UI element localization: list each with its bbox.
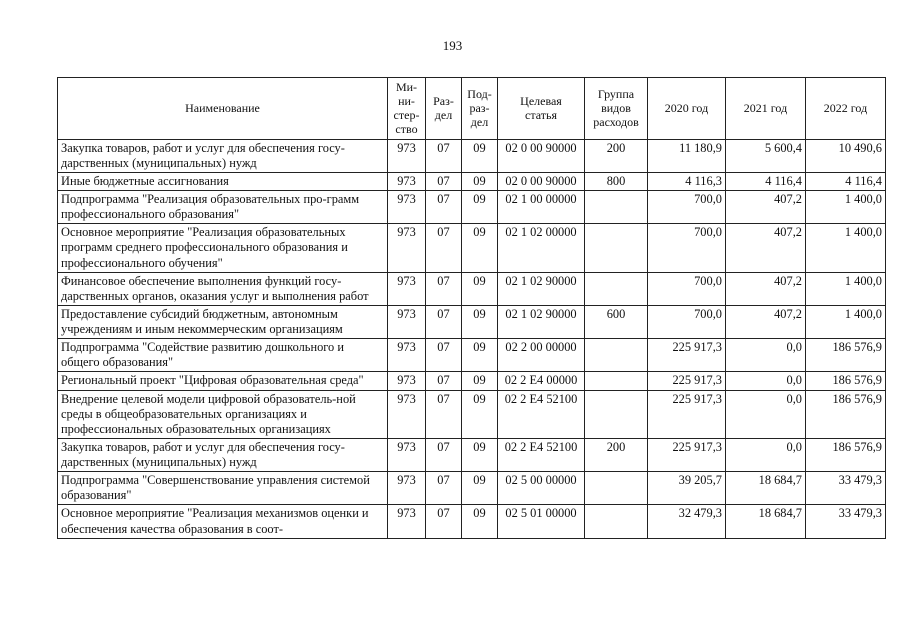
cell-name: Основное мероприятие "Реализация образовательных программ среднего профессионального образования и профессионального обучения" (58, 224, 388, 272)
cell-expense-group (585, 224, 648, 272)
table-body (58, 139, 886, 538)
cell-2022: 1 400,0 (806, 224, 886, 272)
col-gruppa-header: Группа видов расходов (585, 78, 648, 140)
cell-target-article: 02 1 02 00000 (498, 224, 585, 272)
cell-name: Подпрограмма "Содействие развитию дошкольного и общего образования" (58, 339, 388, 372)
cell-expense-group: 800 (585, 172, 648, 190)
cell-expense-group (585, 472, 648, 505)
cell-2020: 32 479,3 (648, 505, 726, 538)
cell-2021: 407,2 (726, 191, 806, 224)
cell-2021: 18 684,7 (726, 472, 806, 505)
cell-2021: 407,2 (726, 305, 806, 338)
cell-2022: 186 576,9 (806, 372, 886, 390)
cell-razdel: 07 (426, 139, 462, 172)
cell-podrazdel: 09 (462, 224, 498, 272)
cell-ministry: 973 (388, 339, 426, 372)
cell-name: Предоставление субсидий бюджетным, автономным учреждениям и иным некоммерческим организациям (58, 305, 388, 338)
cell-expense-group (585, 505, 648, 538)
cell-target-article: 02 2 E4 52100 (498, 390, 585, 438)
table-row (58, 372, 886, 390)
cell-2021: 0,0 (726, 390, 806, 438)
cell-target-article: 02 0 00 90000 (498, 139, 585, 172)
cell-2020: 11 180,9 (648, 139, 726, 172)
cell-razdel: 07 (426, 372, 462, 390)
cell-2020: 700,0 (648, 191, 726, 224)
cell-2022: 1 400,0 (806, 272, 886, 305)
cell-name: Основное мероприятие "Реализация механизмов оценки и обеспечения качества образования в соот- (58, 505, 388, 538)
cell-ministry: 973 (388, 172, 426, 190)
cell-expense-group: 200 (585, 139, 648, 172)
cell-podrazdel: 09 (462, 505, 498, 538)
cell-name: Иные бюджетные ассигнования (58, 172, 388, 190)
cell-name: Финансовое обеспечение выполнения функций госу-дарственных органов, оказания услуг и выполнения работ (58, 272, 388, 305)
table-row (58, 339, 886, 372)
cell-name: Региональный проект "Цифровая образовательная среда" (58, 372, 388, 390)
cell-podrazdel: 09 (462, 305, 498, 338)
table-row (58, 438, 886, 471)
cell-target-article: 02 2 E4 52100 (498, 438, 585, 471)
cell-2022: 33 479,3 (806, 472, 886, 505)
table-row (58, 272, 886, 305)
cell-2020: 700,0 (648, 305, 726, 338)
cell-razdel: 07 (426, 172, 462, 190)
cell-razdel: 07 (426, 272, 462, 305)
cell-2020: 700,0 (648, 272, 726, 305)
cell-razdel: 07 (426, 472, 462, 505)
cell-podrazdel: 09 (462, 438, 498, 471)
cell-2020: 39 205,7 (648, 472, 726, 505)
cell-expense-group: 200 (585, 438, 648, 471)
cell-razdel: 07 (426, 224, 462, 272)
cell-2022: 33 479,3 (806, 505, 886, 538)
cell-2022: 186 576,9 (806, 438, 886, 471)
cell-target-article: 02 2 00 00000 (498, 339, 585, 372)
cell-name: Внедрение целевой модели цифровой образователь-ной среды в общеобразовательных организациях и профессиональных образовательных организациях (58, 390, 388, 438)
header-row (58, 78, 886, 140)
cell-2022: 186 576,9 (806, 339, 886, 372)
cell-name: Закупка товаров, работ и услуг для обеспечения госу-дарственных (муниципальных) нужд (58, 438, 388, 471)
budget-table (57, 77, 886, 539)
col-name-header: Наименование (58, 78, 388, 140)
cell-2022: 10 490,6 (806, 139, 886, 172)
cell-target-article: 02 1 02 90000 (498, 272, 585, 305)
col-podrazdel-header: Под- раз- дел (462, 78, 498, 140)
cell-podrazdel: 09 (462, 472, 498, 505)
cell-podrazdel: 09 (462, 339, 498, 372)
cell-ministry: 973 (388, 305, 426, 338)
cell-2021: 0,0 (726, 372, 806, 390)
cell-ministry: 973 (388, 372, 426, 390)
cell-expense-group (585, 272, 648, 305)
cell-target-article: 02 2 E4 00000 (498, 372, 585, 390)
cell-podrazdel: 09 (462, 139, 498, 172)
cell-2021: 407,2 (726, 224, 806, 272)
cell-name: Подпрограмма "Реализация образовательных про-грамм профессионального образования" (58, 191, 388, 224)
cell-2021: 4 116,4 (726, 172, 806, 190)
table-row (58, 505, 886, 538)
cell-podrazdel: 09 (462, 390, 498, 438)
cell-2021: 407,2 (726, 272, 806, 305)
cell-ministry: 973 (388, 224, 426, 272)
page-number: 193 (442, 38, 463, 53)
table-row (58, 191, 886, 224)
cell-2022: 1 400,0 (806, 305, 886, 338)
cell-expense-group (585, 191, 648, 224)
cell-target-article: 02 0 00 90000 (498, 172, 585, 190)
cell-target-article: 02 5 01 00000 (498, 505, 585, 538)
cell-razdel: 07 (426, 438, 462, 471)
table-row (58, 390, 886, 438)
cell-ministry: 973 (388, 139, 426, 172)
cell-2020: 225 917,3 (648, 390, 726, 438)
cell-target-article: 02 1 00 00000 (498, 191, 585, 224)
table-row (58, 305, 886, 338)
table-row (58, 139, 886, 172)
cell-podrazdel: 09 (462, 272, 498, 305)
col-2021-header: 2021 год (726, 78, 806, 140)
cell-2020: 225 917,3 (648, 339, 726, 372)
cell-2022: 186 576,9 (806, 390, 886, 438)
cell-2021: 5 600,4 (726, 139, 806, 172)
col-statya-header: Целевая статья (498, 78, 585, 140)
cell-razdel: 07 (426, 191, 462, 224)
cell-2021: 0,0 (726, 339, 806, 372)
cell-expense-group (585, 372, 648, 390)
cell-expense-group (585, 339, 648, 372)
cell-razdel: 07 (426, 339, 462, 372)
cell-2022: 4 116,4 (806, 172, 886, 190)
cell-2021: 0,0 (726, 438, 806, 471)
cell-razdel: 07 (426, 390, 462, 438)
cell-podrazdel: 09 (462, 172, 498, 190)
cell-2021: 18 684,7 (726, 505, 806, 538)
col-ministry-header: Ми- ни- стер- ство (388, 78, 426, 140)
cell-expense-group (585, 390, 648, 438)
cell-ministry: 973 (388, 272, 426, 305)
cell-2020: 700,0 (648, 224, 726, 272)
cell-ministry: 973 (388, 390, 426, 438)
cell-target-article: 02 5 00 00000 (498, 472, 585, 505)
cell-2020: 225 917,3 (648, 438, 726, 471)
cell-podrazdel: 09 (462, 191, 498, 224)
cell-razdel: 07 (426, 505, 462, 538)
cell-name: Подпрограмма "Совершенствование управления системой образования" (58, 472, 388, 505)
table-row (58, 224, 886, 272)
table-row (58, 472, 886, 505)
cell-podrazdel: 09 (462, 372, 498, 390)
cell-ministry: 973 (388, 472, 426, 505)
col-2020-header: 2020 год (648, 78, 726, 140)
cell-name: Закупка товаров, работ и услуг для обеспечения госу-дарственных (муниципальных) нужд (58, 139, 388, 172)
col-razdel-header: Раз- дел (426, 78, 462, 140)
cell-ministry: 973 (388, 191, 426, 224)
cell-ministry: 973 (388, 505, 426, 538)
cell-razdel: 07 (426, 305, 462, 338)
col-2022-header: 2022 год (806, 78, 886, 140)
cell-2022: 1 400,0 (806, 191, 886, 224)
cell-2020: 4 116,3 (648, 172, 726, 190)
cell-target-article: 02 1 02 90000 (498, 305, 585, 338)
table-row (58, 172, 886, 190)
cell-ministry: 973 (388, 438, 426, 471)
cell-2020: 225 917,3 (648, 372, 726, 390)
cell-expense-group: 600 (585, 305, 648, 338)
